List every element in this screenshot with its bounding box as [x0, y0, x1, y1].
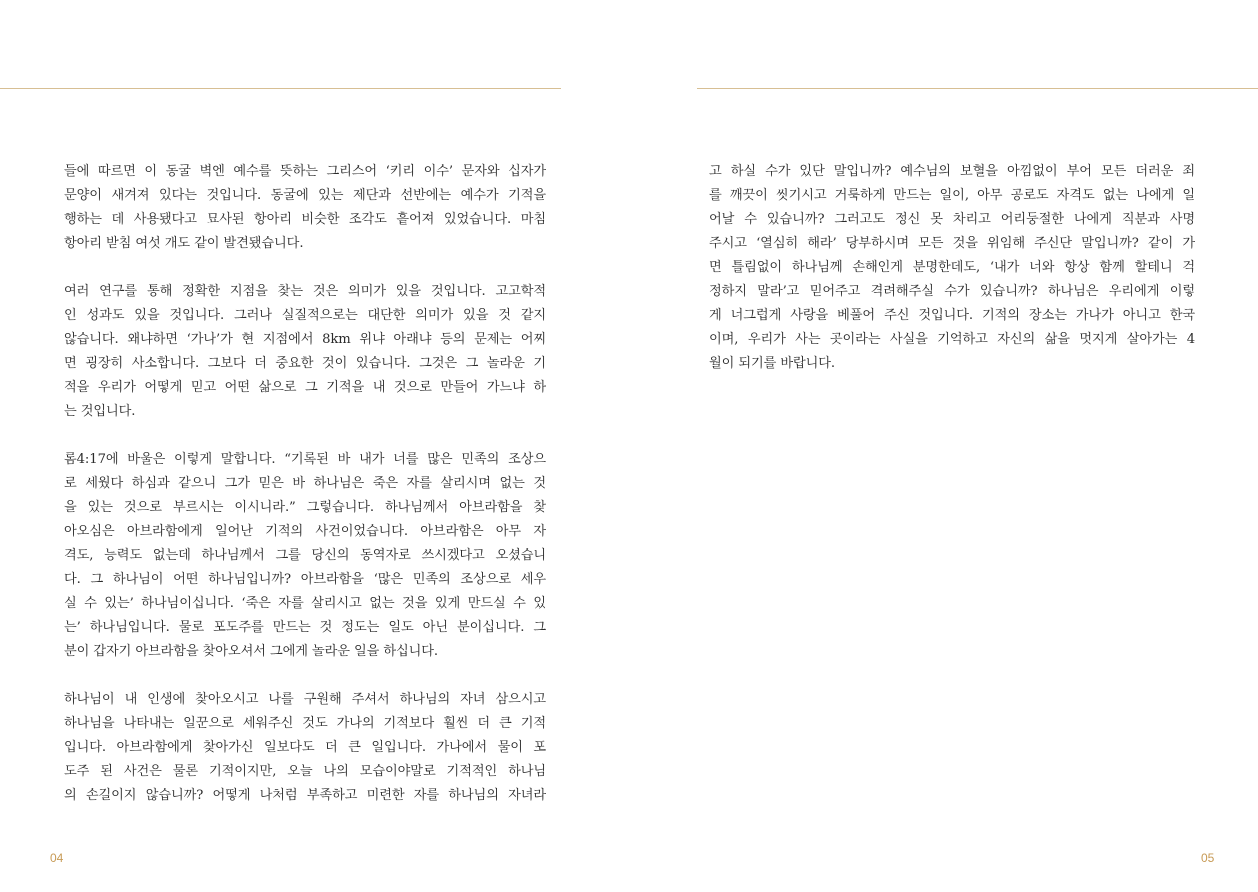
text-line: 입니다. 아브라함에게 찾아가신 일보다도 더 큰 일입니다. 가나에서 물이 포 — [64, 740, 546, 755]
text-line: 는’ 하나님입니다. 물로 포도주를 만드는 것 정도는 일도 아닌 분이십니다. 그 — [64, 620, 546, 635]
text-line: 면 틀림없이 하나님께 손해인게 분명한데도, ‘내가 너와 항상 함께 할테니 걱 — [709, 260, 1195, 275]
text-line: 를 깨끗이 씻기시고 거룩하게 만드는 일이, 아무 공로도 자격도 없는 나에게 일 — [709, 188, 1195, 203]
text-line: 월이 되기를 바랍니다. — [709, 356, 836, 371]
right-page-body — [709, 160, 1195, 400]
text-line: 아오심은 아브라함에게 일어난 기적의 사건이었습니다. 아브라함은 아무 자 — [64, 524, 546, 539]
text-line: 이며, 우리가 사는 곳이라는 사실을 기억하고 자신의 삶을 멋지게 살아가는 4 — [709, 332, 1195, 347]
text-line: 들에 따르면 이 동굴 벽엔 예수를 뜻하는 그리스어 ‘키리 이수’ 문자와 십자가 — [64, 164, 546, 179]
text-line: 항아리 받침 여섯 개도 같이 발견됐습니다. — [64, 236, 304, 251]
text-line: 정하지 말라’고 믿어주고 격려해주실 수가 있습니까? 하나님은 우리에게 이렇 — [709, 284, 1195, 299]
paragraph — [64, 448, 546, 664]
paragraph — [709, 160, 1195, 376]
paragraph — [64, 688, 546, 808]
text-line: 의 손길이지 않습니까? 어떻게 나처럼 부족하고 미련한 자를 하나님의 자녀라 — [64, 788, 546, 803]
text-line: 을 있는 것으로 부르시는 이시니라.” 그렇습니다. 하나님께서 아브라함을 찾 — [64, 500, 546, 515]
text-line: 주시고 ‘열심히 해라’ 당부하시며 모든 것을 위임해 주신단 말입니까? 같이 가 — [709, 236, 1195, 251]
right-page-number: 05 — [1201, 851, 1215, 865]
text-line: 하나님이 내 인생에 찾아오시고 나를 구원해 주셔서 하나님의 자녀 삼으시고 — [64, 692, 546, 707]
text-line: 격도, 능력도 없는데 하나님께서 그를 당신의 동역자로 쓰시겠다고 오셨습니 — [64, 548, 546, 563]
paragraph — [64, 160, 546, 256]
text-line: 도주 된 사건은 물론 기적이지만, 오늘 나의 모습이야말로 기적적인 하나님 — [64, 764, 546, 779]
header-rule-right — [697, 88, 1258, 89]
text-line: 문양이 새겨져 있다는 것입니다. 동굴에 있는 제단과 선반에는 예수가 기적을 — [64, 188, 546, 203]
text-line: 않습니다. 왜냐하면 ‘가나’가 현 지점에서 8km 위냐 아래냐 등의 문제는 어찌 — [64, 332, 546, 347]
paragraph — [64, 280, 546, 424]
header-rule-left — [0, 88, 561, 89]
left-page-body — [64, 160, 546, 832]
left-page-number: 04 — [50, 851, 64, 865]
text-line: 롬4:17에 바울은 이렇게 말합니다. “기록된 바 내가 너를 많은 민족의 조상으 — [64, 452, 546, 467]
text-line: 행하는 데 사용됐다고 묘사된 항아리 비슷한 조각도 흩어져 있었습니다. 마침 — [64, 212, 546, 227]
text-line: 어날 수 있습니까? 그러고도 정신 못 차리고 어리둥절한 나에게 직분과 사명 — [709, 212, 1195, 227]
text-line: 여러 연구를 통해 정확한 지점을 찾는 것은 의미가 있을 것입니다. 고고학적 — [64, 284, 546, 299]
text-line: 적을 우리가 어떻게 믿고 어떤 삶으로 그 기적을 내 것으로 만들어 가느냐 하 — [64, 380, 546, 395]
text-line: 인 성과도 있을 것입니다. 그러나 실질적으로는 대단한 의미가 있을 것 같지 — [64, 308, 546, 323]
text-line: 는 것입니다. — [64, 404, 136, 419]
text-line: 고 하실 수가 있단 말입니까? 예수님의 보혈을 아낌없이 부어 모든 더러운 죄 — [709, 164, 1195, 179]
text-line: 로 세웠다 하심과 같으니 그가 믿은 바 하나님은 죽은 자를 살리시며 없는 것 — [64, 476, 546, 491]
text-line: 게 너그럽게 사랑을 베풀어 주신 것입니다. 기적의 장소는 가나가 아니고 한국 — [709, 308, 1195, 323]
text-line: 실 수 있는’ 하나님이십니다. ‘죽은 자를 살리시고 없는 것을 있게 만드실 수 있 — [64, 596, 546, 611]
text-line: 분이 갑자기 아브라함을 찾아오셔서 그에게 놀라운 일을 하십니다. — [64, 644, 438, 659]
text-line: 다. 그 하나님이 어떤 하나님입니까? 아브라함을 ‘많은 민족의 조상으로 세우 — [64, 572, 546, 587]
text-line: 면 굉장히 사소합니다. 그보다 더 중요한 것이 있습니다. 그것은 그 놀라운 기 — [64, 356, 546, 371]
text-line: 하나님을 나타내는 일꾼으로 세워주신 것도 가나의 기적보다 훨씬 더 큰 기적 — [64, 716, 546, 731]
